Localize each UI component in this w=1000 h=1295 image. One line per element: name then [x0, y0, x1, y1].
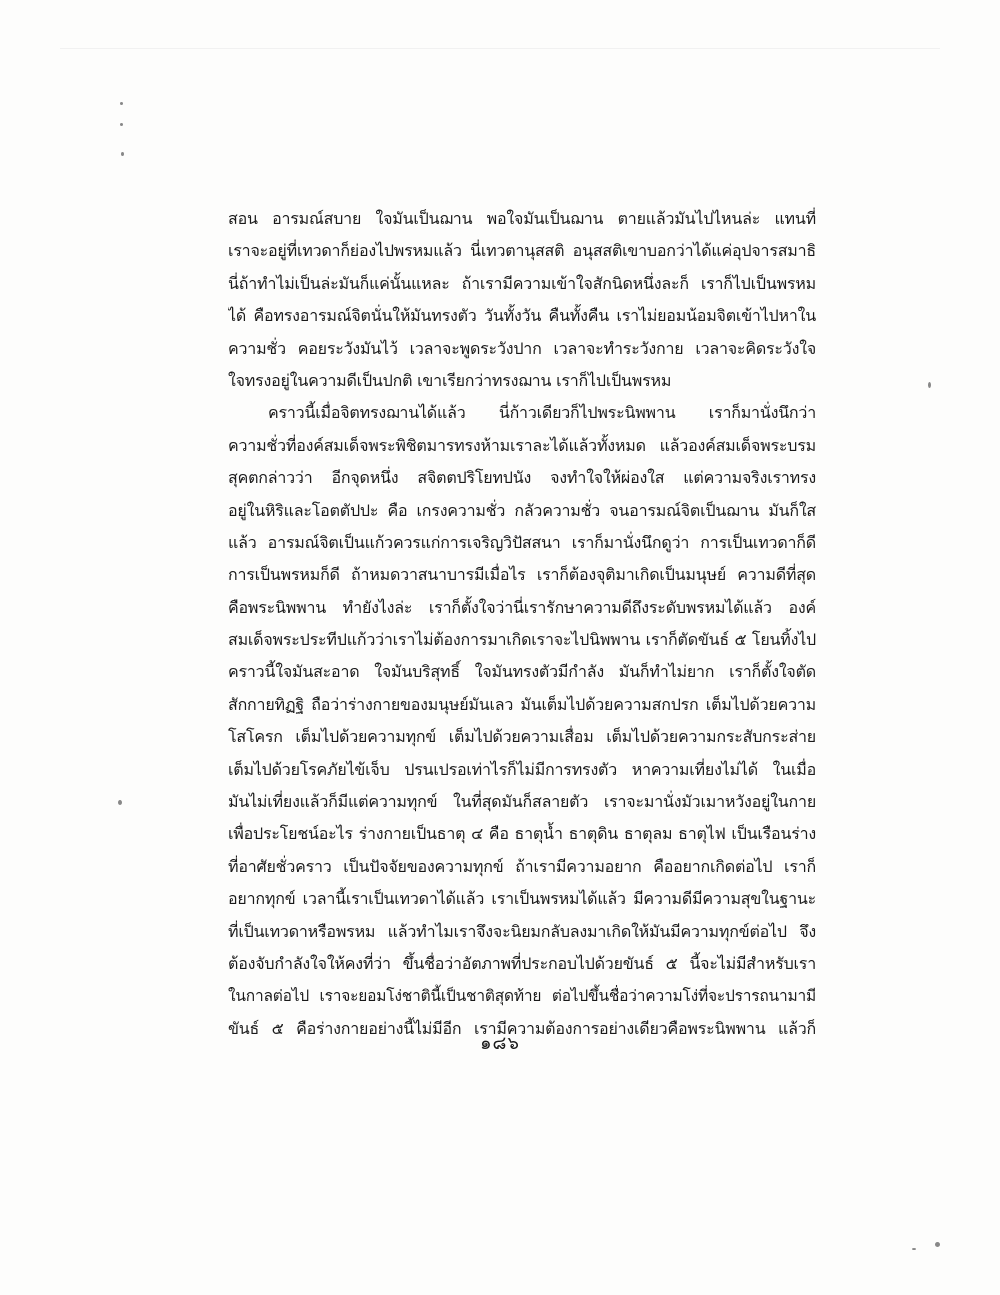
text-line: ความชั่ว คอยระวังมันไว้ เวลาจะพูดระวังปาก เวลาจะทำระวังกาย เวลาจะคิดระวังใจ [228, 338, 816, 358]
scan-speck [935, 1242, 940, 1247]
text-line: การเป็นพรหมก็ดี ถ้าหมดวาสนาบารมีเมื่อไร เราก็ต้องจุติมาเกิดเป็นมนุษย์ ความดีที่สุด [228, 565, 816, 585]
text-line: สุคตกล่าวว่า อีกจุดหนึ่ง สจิตตปริโยทปนัง จงทำใจให้ผ่องใส แต่ความจริงเราทรง [228, 468, 816, 488]
text-line: ได้ คือทรงอารมณ์จิตนั่นให้มันทรงตัว วันทั้งวัน คืนทั้งคืน เราไม่ยอมน้อมจิตเข้าไปหาใน [228, 306, 816, 326]
scan-speck [121, 152, 124, 156]
text-line: แล้ว อารมณ์จิตเป็นแก้วควรแก่การเจริญวิปัสสนา เราก็มานั่งนึกดูว่า การเป็นเทวดาก็ดี [228, 532, 816, 552]
text-line: เต็มไปด้วยโรคภัยไข้เจ็บ ปรนเปรอเท่าไรก็ไม่มีการทรงตัว หาความเที่ยงไม่ได้ ในเมื่อ [228, 759, 816, 779]
text-line: สมเด็จพระประทีปแก้วว่าเราไม่ต้องการมาเกิดเราจะไปนิพพาน เราก็ตัดขันธ์ ๕ โยนทิ้งไป [228, 630, 816, 650]
text-line: ต้องจับกำลังใจให้คงที่ว่า ขึ้นชื่อว่าอัตภาพที่ประกอบไปด้วยขันธ์ ๕ นี้จะไม่มีสำหรับเรา [228, 953, 816, 973]
text-line: สักกายทิฏฐิ ถือว่าร่างกายของมนุษย์มันเลว มันเต็มไปด้วยความสกปรก เต็มไปด้วยความ [228, 694, 816, 714]
page-number: ๑๘๖ [480, 1033, 520, 1054]
text-line: ความชั่วที่องค์สมเด็จพระพิชิตมารทรงห้ามเราละได้แล้วทั้งหมด แล้วองค์สมเด็จพระบรม [228, 435, 816, 455]
text-line: โสโครก เต็มไปด้วยความทุกข์ เต็มไปด้วยความเสื่อม เต็มไปด้วยความกระสับกระส่าย [228, 727, 816, 747]
body-text [228, 203, 816, 1045]
text-line: นี่ถ้าทำไม่เป็นล่ะมันก็แค่นั้นแหละ ถ้าเรามีความเข้าใจสักนิดหนึ่งละก็ เราก็ไปเป็นพรหม [228, 273, 816, 293]
text-line: คือพระนิพพาน ทำยังไงล่ะ เราก็ตั้งใจว่านี่เรารักษาความดีถึงระดับพรหมได้แล้ว องค์ [228, 597, 816, 617]
text-line: อยู่ในหิริและโอตตัปปะ คือ เกรงความชั่ว กลัวความชั่ว จนอารมณ์จิตเป็นฌาน มันก็ใส [228, 500, 816, 520]
text-line: ที่เป็นเทวดาหรือพรหม แล้วทำไมเราจึงจะนิยมกลับลงมาเกิดให้มันมีความทุกข์ต่อไป จึง [228, 921, 816, 941]
paragraph-1 [228, 203, 816, 397]
text-line: ขันธ์ ๕ คือร่างกายอย่างนี้ไม่มีอีก เรามีความต้องการอย่างเดียวคือพระนิพพาน แล้วก็ [228, 1018, 816, 1038]
text-line: ใจทรงอยู่ในความดีเป็นปกติ เขาเรียกว่าทรงฌาน เราก็ไปเป็นพรหม [228, 370, 672, 390]
scan-edge [60, 48, 940, 49]
text-line: คราวนี้เมื่อจิตทรงฌานได้แล้ว นี่ก้าวเดียวก็ไปพระนิพพาน เราก็มานั่งนึกว่า [268, 403, 816, 423]
text-line: สอน อารมณ์สบาย ใจมันเป็นฌาน พอใจมันเป็นฌาน ตายแล้วมันไปไหนล่ะ แทนที่ [228, 209, 816, 228]
text-line: เพื่อประโยชน์อะไร ร่างกายเป็นธาตุ ๔ คือ ธาตุน้ำ ธาตุดิน ธาตุลม ธาตุไฟ เป็นเรือนร่าง [228, 824, 816, 844]
scan-speck [912, 1248, 916, 1250]
text-line: คราวนี้ใจมันสะอาด ใจมันบริสุทธิ์ ใจมันทรงตัวมีกำลัง มันก็ทำไม่ยาก เราก็ตั้งใจตัด [228, 662, 816, 682]
text-line: ที่อาศัยชั่วคราว เป็นปัจจัยของความทุกข์ ถ้าเรามีความอยาก คืออยากเกิดต่อไป เราก็ [228, 856, 816, 876]
scan-speck [118, 800, 122, 805]
text-line: เราจะอยู่ที่เทวดาก็ย่องไปพรหมแล้ว นี่เทวตานุสสติ อนุสสติเขาบอกว่าได้แค่อุปจารสมาธิ [228, 241, 816, 261]
text-line: มันไม่เที่ยงแล้วก็มีแต่ความทุกข์ ในที่สุดมันก็สลายตัว เราจะมานั่งมัวเมาหวังอยู่ในกาย [228, 792, 816, 812]
text-line: ในกาลต่อไป เราจะยอมโง่ชาตินี้เป็นชาติสุดท้าย ต่อไปขึ้นชื่อว่าความโง่ที่จะปรารถนามามี [228, 987, 816, 1006]
paragraph-2 [228, 397, 816, 1045]
scan-speck [928, 382, 931, 388]
scan-speck [120, 123, 123, 126]
text-line: อยากทุกข์ เวลานี้เราเป็นเทวดาได้แล้ว เราเป็นพรหมได้แล้ว มีความดีมีความสุขในฐานะ [228, 889, 816, 909]
scan-speck [120, 102, 123, 105]
